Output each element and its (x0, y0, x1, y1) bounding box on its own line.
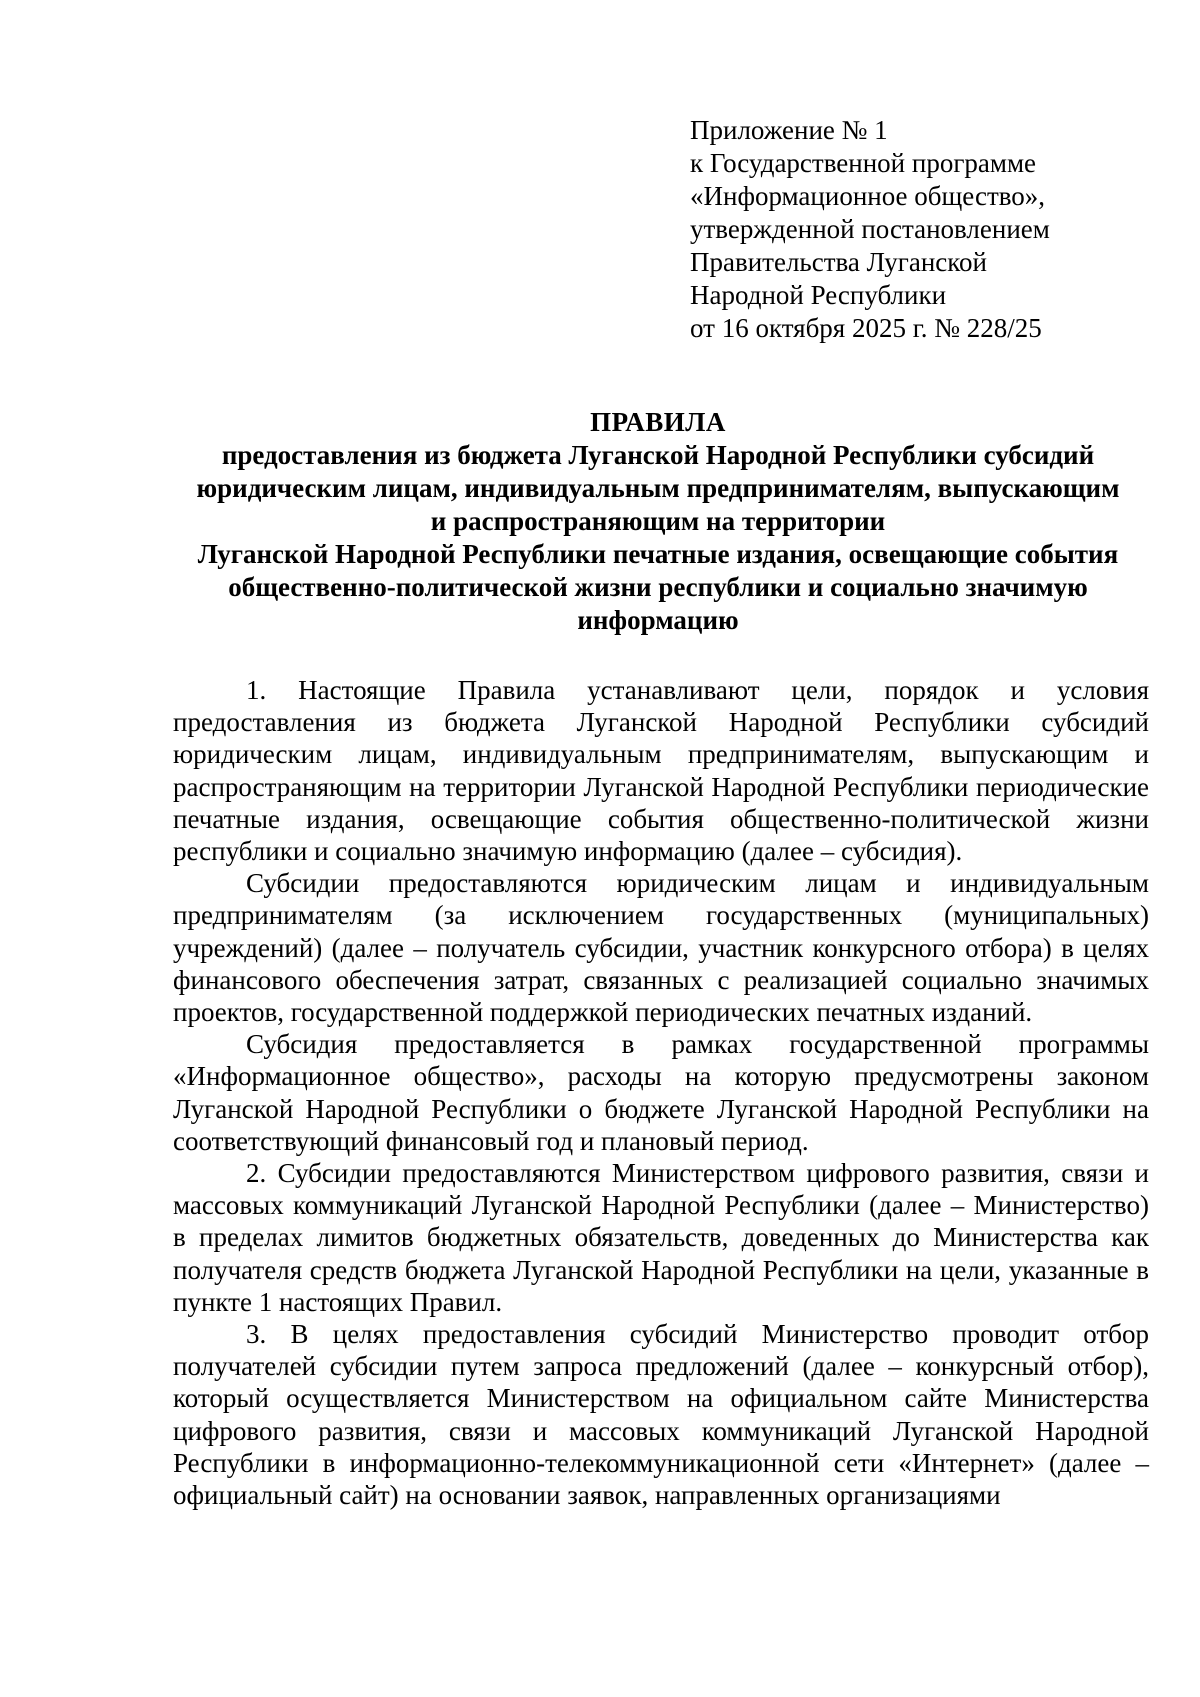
paragraph-1: 1. Настоящие Правила устанавливают цели, порядок и условия предоставления из бюджета Луганской Народной Республики субсидий юридическим лицам, индивидуальным предпринимателям, выпускающим и распространяющим на территории Луганской Народной Республики периодические печатные издания, освещающие события общественно-политической жизни республики и социально значимую информацию (далее – субсидия). (173, 675, 1149, 867)
title-subtitle-line: и распространяющим на территории (430, 506, 886, 536)
title-main: ПРАВИЛА (590, 407, 726, 437)
appendix-block (690, 114, 1170, 345)
title-subtitle-line: юридическим лицам, индивидуальным предпринимателям, выпускающим (196, 473, 1120, 503)
paragraph-5: 3. В целях предоставления субсидий Министерство проводит отбор получателей субсидии путем запроса предложений (далее – конкурсный отбор), который осуществляется Министерством на официальном сайте Министерства цифрового развития, связи и массовых коммуникаций Луганской Народной Республики в информационно-телекоммуникационной сети «Интернет» (далее – официальный сайт) на основании заявок, направленных организациями (173, 1319, 1149, 1511)
appendix-line: Народной Республики (690, 280, 947, 310)
appendix-line: Правительства Луганской (690, 247, 987, 277)
title-subtitle-line: Луганской Народной Республики печатные издания, освещающие события (197, 539, 1119, 569)
paragraph-3: Субсидия предоставляется в рамках государственной программы «Информационное общество», расходы на которую предусмотрены законом Луганской Народной Республики о бюджете Луганской Народной Республики на соответствующий финансовый год и плановый период. (173, 1029, 1149, 1156)
title-subtitle-line: предоставления из бюджета Луганской Народной Республики субсидий (221, 440, 1095, 470)
appendix-line: от 16 октября 2025 г. № 228/25 (690, 313, 1042, 343)
appendix-line: утвержденной постановлением (690, 214, 1050, 244)
document-title (165, 406, 1151, 637)
document-body (173, 674, 1149, 1511)
paragraph-2: Субсидии предоставляются юридическим лицам и индивидуальным предпринимателям (за исключением государственных (муниципальных) учреждений) (далее – получатель субсидии, участник конкурсного отбора) в целях финансового обеспечения затрат, связанных с реализацией социально значимых проектов, государственной поддержкой периодических печатных изданий. (173, 868, 1149, 1028)
appendix-line: к Государственной программе (690, 148, 1037, 178)
title-subtitle-line: общественно-политической жизни республики и социально значимую (228, 572, 1088, 602)
appendix-line: «Информационное общество», (690, 181, 1046, 211)
title-subtitle-line: информацию (577, 605, 739, 635)
paragraph-4: 2. Субсидии предоставляются Министерством цифрового развития, связи и массовых коммуникаций Луганской Народной Республики (далее – Министерство) в пределах лимитов бюджетных обязательств, доведенных до Министерства как получателя средств бюджета Луганской Народной Республики на цели, указанные в пункте 1 настоящих Правил. (173, 1158, 1149, 1317)
appendix-line: Приложение № 1 (690, 115, 888, 145)
